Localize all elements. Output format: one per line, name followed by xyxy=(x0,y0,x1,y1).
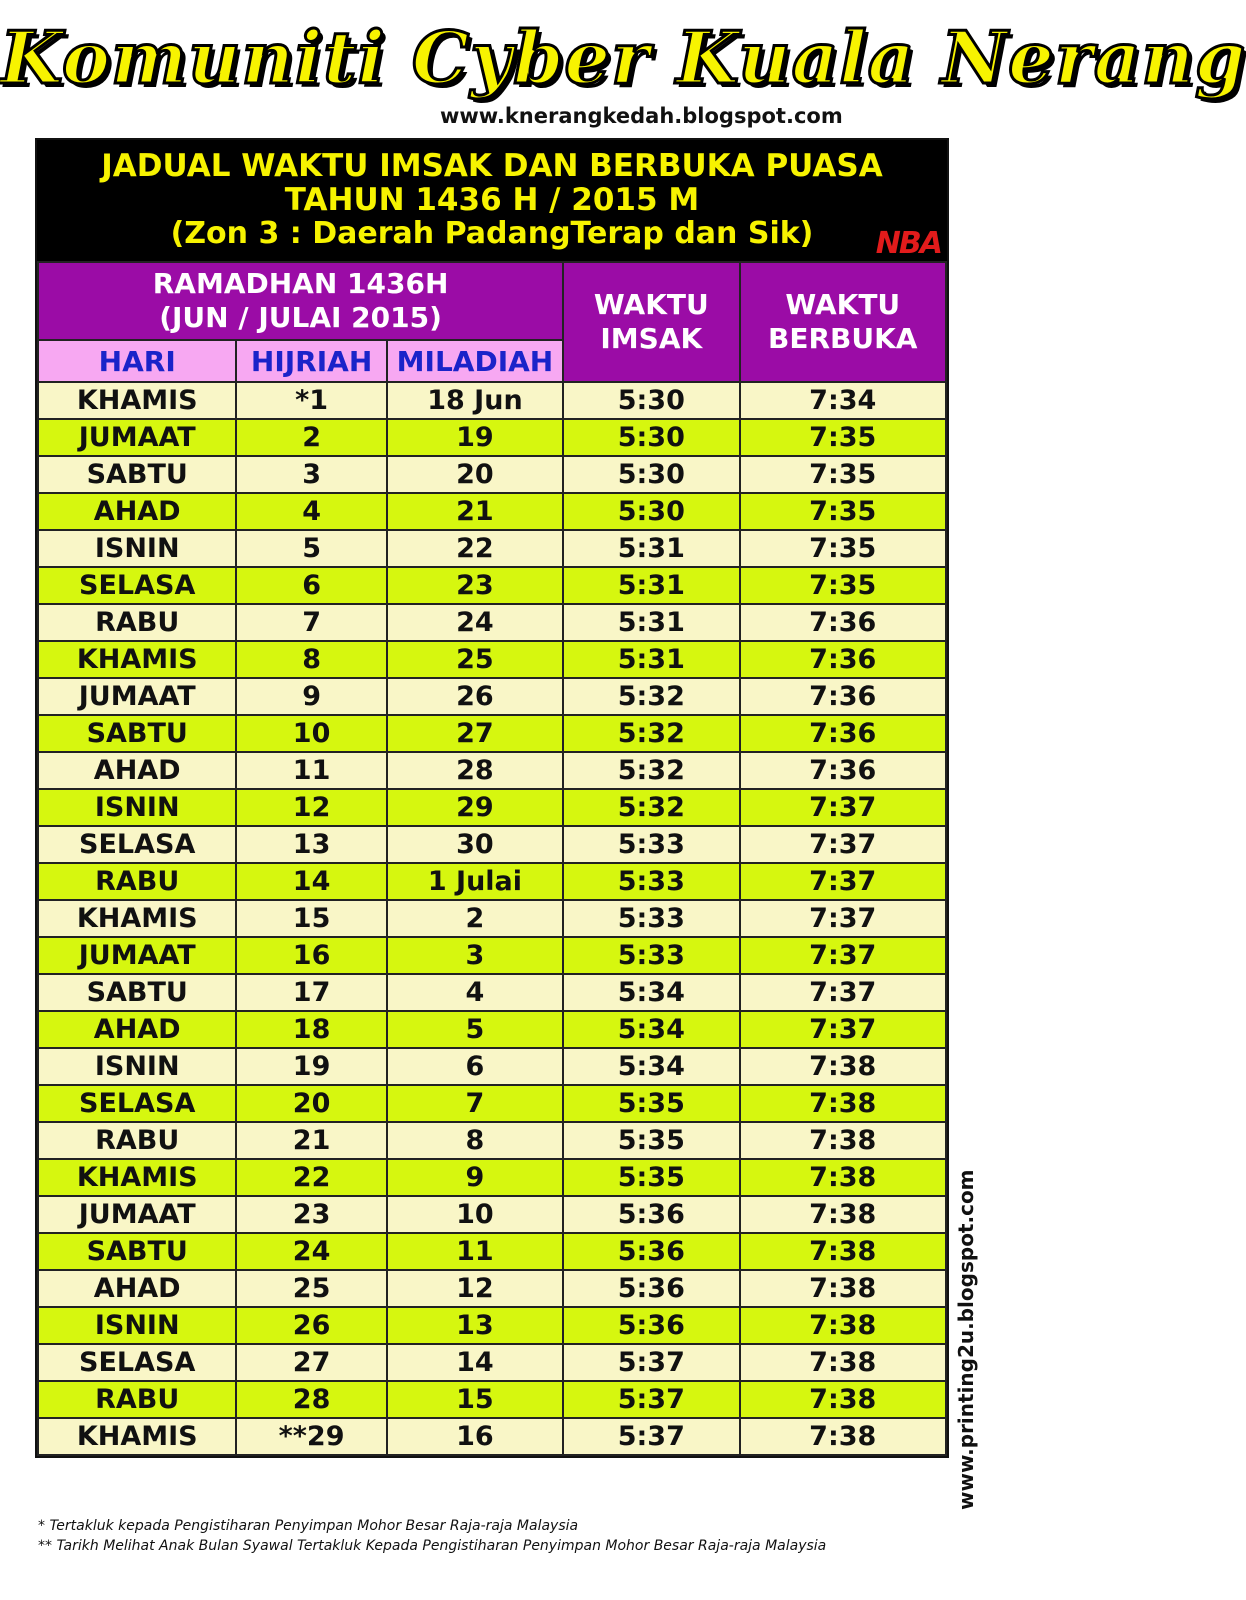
berbuka-cell: 7:36 xyxy=(740,604,947,641)
table-row xyxy=(38,1307,946,1344)
brand-title: Komuniti Cyber Kuala Nerang xyxy=(0,15,1246,100)
hijriah-cell: 24 xyxy=(236,1233,386,1270)
berbuka-cell: 7:38 xyxy=(740,1196,947,1233)
miladiah-cell: 1 Julai xyxy=(387,863,563,900)
ramadhan-header-line1: RAMADHAN 1436H xyxy=(152,267,449,300)
imsak-cell: 5:36 xyxy=(563,1270,739,1307)
berbuka-cell: 7:35 xyxy=(740,456,947,493)
hari-cell: ISNIN xyxy=(38,1048,236,1085)
imsak-cell: 5:35 xyxy=(563,1122,739,1159)
hari-cell: AHAD xyxy=(38,752,236,789)
berbuka-cell: 7:35 xyxy=(740,567,947,604)
berbuka-cell: 7:38 xyxy=(740,1307,947,1344)
hari-cell: JUMAAT xyxy=(38,678,236,715)
imsak-cell: 5:32 xyxy=(563,789,739,826)
schedule-zone: (Zon 3 : Daerah PadangTerap dan Sik) xyxy=(170,216,814,251)
berbuka-cell: 7:38 xyxy=(740,1085,947,1122)
berbuka-cell: 7:38 xyxy=(740,1048,947,1085)
imsak-header-line1: WAKTU xyxy=(593,288,709,321)
berbuka-cell: 7:38 xyxy=(740,1418,947,1455)
schedule-table xyxy=(37,261,947,1456)
table-row xyxy=(38,1270,946,1307)
miladiah-cell: 3 xyxy=(387,937,563,974)
hari-cell: SABTU xyxy=(38,456,236,493)
footnote-2: ** Tarikh Melihat Anak Bulan Syawal Tertakluk Kepada Pengistiharan Penyimpan Mohor Besar Raja-raja Malaysia xyxy=(38,1538,827,1554)
table-row xyxy=(38,789,946,826)
miladiah-cell: 7 xyxy=(387,1085,563,1122)
berbuka-cell: 7:37 xyxy=(740,863,947,900)
hijriah-cell: 3 xyxy=(236,456,386,493)
hijriah-cell: 12 xyxy=(236,789,386,826)
miladiah-cell: 25 xyxy=(387,641,563,678)
miladiah-cell: 29 xyxy=(387,789,563,826)
schedule-title: JADUAL WAKTU IMSAK DAN BERBUKA PUASA xyxy=(101,148,883,184)
table-row xyxy=(38,1344,946,1381)
imsak-cell: 5:34 xyxy=(563,974,739,1011)
hijriah-cell: 20 xyxy=(236,1085,386,1122)
imsak-cell: 5:33 xyxy=(563,900,739,937)
imsak-cell: 5:35 xyxy=(563,1159,739,1196)
table-row xyxy=(38,1048,946,1085)
miladiah-cell: 10 xyxy=(387,1196,563,1233)
miladiah-cell: 9 xyxy=(387,1159,563,1196)
hari-cell: RABU xyxy=(38,604,236,641)
table-row xyxy=(38,1122,946,1159)
hari-header: HARI xyxy=(38,340,236,382)
hijriah-cell: 16 xyxy=(236,937,386,974)
miladiah-cell: 14 xyxy=(387,1344,563,1381)
hijriah-cell: 2 xyxy=(236,419,386,456)
hijriah-cell: 8 xyxy=(236,641,386,678)
hijriah-cell: 6 xyxy=(236,567,386,604)
imsak-cell: 5:31 xyxy=(563,604,739,641)
miladiah-cell: 5 xyxy=(387,1011,563,1048)
miladiah-cell: 19 xyxy=(387,419,563,456)
hari-cell: ISNIN xyxy=(38,789,236,826)
hijriah-cell: 23 xyxy=(236,1196,386,1233)
hijriah-cell: *1 xyxy=(236,382,386,419)
imsak-cell: 5:33 xyxy=(563,863,739,900)
hari-cell: SABTU xyxy=(38,1233,236,1270)
hari-cell: SELASA xyxy=(38,567,236,604)
imsak-header xyxy=(563,262,739,382)
miladiah-cell: 28 xyxy=(387,752,563,789)
table-row xyxy=(38,1196,946,1233)
table-row xyxy=(38,567,946,604)
schedule-sheet xyxy=(35,138,949,1458)
berbuka-header xyxy=(740,262,947,382)
imsak-cell: 5:31 xyxy=(563,567,739,604)
hari-cell: JUMAAT xyxy=(38,419,236,456)
hijriah-cell: 11 xyxy=(236,752,386,789)
table-row xyxy=(38,641,946,678)
imsak-cell: 5:33 xyxy=(563,937,739,974)
imsak-cell: 5:37 xyxy=(563,1418,739,1455)
miladiah-cell: 23 xyxy=(387,567,563,604)
hijriah-cell: 9 xyxy=(236,678,386,715)
miladiah-header: MILADIAH xyxy=(387,340,563,382)
table-row xyxy=(38,1159,946,1196)
hijriah-cell: 19 xyxy=(236,1048,386,1085)
table-row xyxy=(38,604,946,641)
side-url: www.printing2u.blogspot.com xyxy=(954,1169,978,1510)
hari-cell: AHAD xyxy=(38,1270,236,1307)
miladiah-cell: 6 xyxy=(387,1048,563,1085)
miladiah-cell: 2 xyxy=(387,900,563,937)
imsak-cell: 5:34 xyxy=(563,1011,739,1048)
imsak-cell: 5:34 xyxy=(563,1048,739,1085)
miladiah-cell: 12 xyxy=(387,1270,563,1307)
hijriah-cell: 15 xyxy=(236,900,386,937)
berbuka-header-line1: WAKTU xyxy=(785,288,901,321)
hijriah-cell: 22 xyxy=(236,1159,386,1196)
imsak-cell: 5:37 xyxy=(563,1344,739,1381)
hijriah-cell: 7 xyxy=(236,604,386,641)
blog-url: www.knerangkedah.blogspot.com xyxy=(440,104,843,128)
miladiah-cell: 27 xyxy=(387,715,563,752)
hari-cell: AHAD xyxy=(38,1011,236,1048)
imsak-cell: 5:32 xyxy=(563,715,739,752)
imsak-cell: 5:31 xyxy=(563,530,739,567)
berbuka-cell: 7:36 xyxy=(740,678,947,715)
miladiah-cell: 16 xyxy=(387,1418,563,1455)
berbuka-cell: 7:38 xyxy=(740,1122,947,1159)
hijriah-cell: 10 xyxy=(236,715,386,752)
berbuka-cell: 7:35 xyxy=(740,419,947,456)
hijriah-cell: 26 xyxy=(236,1307,386,1344)
berbuka-cell: 7:36 xyxy=(740,752,947,789)
imsak-cell: 5:37 xyxy=(563,1381,739,1418)
hijriah-cell: 13 xyxy=(236,826,386,863)
ramadhan-header-line2: (JUN / JULAI 2015) xyxy=(159,301,442,334)
hari-cell: RABU xyxy=(38,1381,236,1418)
miladiah-cell: 20 xyxy=(387,456,563,493)
footnote-1: * Tertakluk kepada Pengistiharan Penyimpan Mohor Besar Raja-raja Malaysia xyxy=(38,1518,579,1534)
schedule-rows xyxy=(38,382,946,1455)
berbuka-cell: 7:38 xyxy=(740,1159,947,1196)
imsak-cell: 5:32 xyxy=(563,678,739,715)
hari-cell: ISNIN xyxy=(38,530,236,567)
hari-cell: JUMAAT xyxy=(38,937,236,974)
hari-cell: KHAMIS xyxy=(38,1159,236,1196)
hijriah-cell: 17 xyxy=(236,974,386,1011)
imsak-cell: 5:36 xyxy=(563,1307,739,1344)
miladiah-cell: 4 xyxy=(387,974,563,1011)
miladiah-cell: 26 xyxy=(387,678,563,715)
table-row xyxy=(38,493,946,530)
berbuka-cell: 7:35 xyxy=(740,493,947,530)
title-box xyxy=(37,140,947,261)
hijriah-cell: 28 xyxy=(236,1381,386,1418)
table-row xyxy=(38,530,946,567)
imsak-cell: 5:30 xyxy=(563,493,739,530)
miladiah-cell: 18 Jun xyxy=(387,382,563,419)
hari-cell: SELASA xyxy=(38,1085,236,1122)
berbuka-cell: 7:38 xyxy=(740,1381,947,1418)
berbuka-cell: 7:34 xyxy=(740,382,947,419)
hari-cell: KHAMIS xyxy=(38,900,236,937)
table-row xyxy=(38,1418,946,1455)
table-row xyxy=(38,937,946,974)
berbuka-cell: 7:38 xyxy=(740,1344,947,1381)
table-row xyxy=(38,826,946,863)
imsak-cell: 5:30 xyxy=(563,419,739,456)
miladiah-cell: 24 xyxy=(387,604,563,641)
table-row xyxy=(38,900,946,937)
berbuka-cell: 7:35 xyxy=(740,530,947,567)
berbuka-header-line2: BERBUKA xyxy=(768,322,918,355)
hari-cell: AHAD xyxy=(38,493,236,530)
table-row xyxy=(38,419,946,456)
imsak-cell: 5:36 xyxy=(563,1233,739,1270)
berbuka-cell: 7:37 xyxy=(740,1011,947,1048)
berbuka-cell: 7:37 xyxy=(740,974,947,1011)
miladiah-cell: 30 xyxy=(387,826,563,863)
imsak-cell: 5:33 xyxy=(563,826,739,863)
hijriah-cell: 5 xyxy=(236,530,386,567)
table-row xyxy=(38,715,946,752)
imsak-header-line2: IMSAK xyxy=(600,322,703,355)
hari-cell: KHAMIS xyxy=(38,1418,236,1455)
table-row xyxy=(38,1011,946,1048)
hijriah-cell: 25 xyxy=(236,1270,386,1307)
berbuka-cell: 7:38 xyxy=(740,1270,947,1307)
table-row xyxy=(38,456,946,493)
hari-cell: SABTU xyxy=(38,715,236,752)
ramadhan-header xyxy=(38,262,563,340)
hijriah-cell: 4 xyxy=(236,493,386,530)
hijriah-header: HIJRIAH xyxy=(236,340,386,382)
table-row xyxy=(38,1381,946,1418)
imsak-cell: 5:31 xyxy=(563,641,739,678)
miladiah-cell: 21 xyxy=(387,493,563,530)
imsak-cell: 5:35 xyxy=(563,1085,739,1122)
miladiah-cell: 13 xyxy=(387,1307,563,1344)
hijriah-cell: 18 xyxy=(236,1011,386,1048)
table-row xyxy=(38,752,946,789)
hari-cell: SELASA xyxy=(38,1344,236,1381)
berbuka-cell: 7:37 xyxy=(740,900,947,937)
berbuka-cell: 7:36 xyxy=(740,641,947,678)
table-row xyxy=(38,974,946,1011)
hari-cell: RABU xyxy=(38,1122,236,1159)
berbuka-cell: 7:36 xyxy=(740,715,947,752)
hari-cell: KHAMIS xyxy=(38,382,236,419)
miladiah-cell: 22 xyxy=(387,530,563,567)
hijriah-cell: 21 xyxy=(236,1122,386,1159)
table-row xyxy=(38,1233,946,1270)
hari-cell: SABTU xyxy=(38,974,236,1011)
table-row xyxy=(38,678,946,715)
hari-cell: KHAMIS xyxy=(38,641,236,678)
hari-cell: SELASA xyxy=(38,826,236,863)
berbuka-cell: 7:38 xyxy=(740,1233,947,1270)
imsak-cell: 5:32 xyxy=(563,752,739,789)
miladiah-cell: 15 xyxy=(387,1381,563,1418)
imsak-cell: 5:36 xyxy=(563,1196,739,1233)
miladiah-cell: 11 xyxy=(387,1233,563,1270)
hari-cell: JUMAAT xyxy=(38,1196,236,1233)
imsak-cell: 5:30 xyxy=(563,382,739,419)
berbuka-cell: 7:37 xyxy=(740,937,947,974)
table-row xyxy=(38,1085,946,1122)
nba-logo: NBA xyxy=(875,226,941,261)
hijriah-cell: **29 xyxy=(236,1418,386,1455)
hijriah-cell: 27 xyxy=(236,1344,386,1381)
hari-cell: ISNIN xyxy=(38,1307,236,1344)
hari-cell: RABU xyxy=(38,863,236,900)
imsak-cell: 5:30 xyxy=(563,456,739,493)
table-row xyxy=(38,863,946,900)
hijriah-cell: 14 xyxy=(236,863,386,900)
schedule-year: TAHUN 1436 H / 2015 M xyxy=(284,182,700,218)
berbuka-cell: 7:37 xyxy=(740,789,947,826)
table-row xyxy=(38,382,946,419)
miladiah-cell: 8 xyxy=(387,1122,563,1159)
berbuka-cell: 7:37 xyxy=(740,826,947,863)
